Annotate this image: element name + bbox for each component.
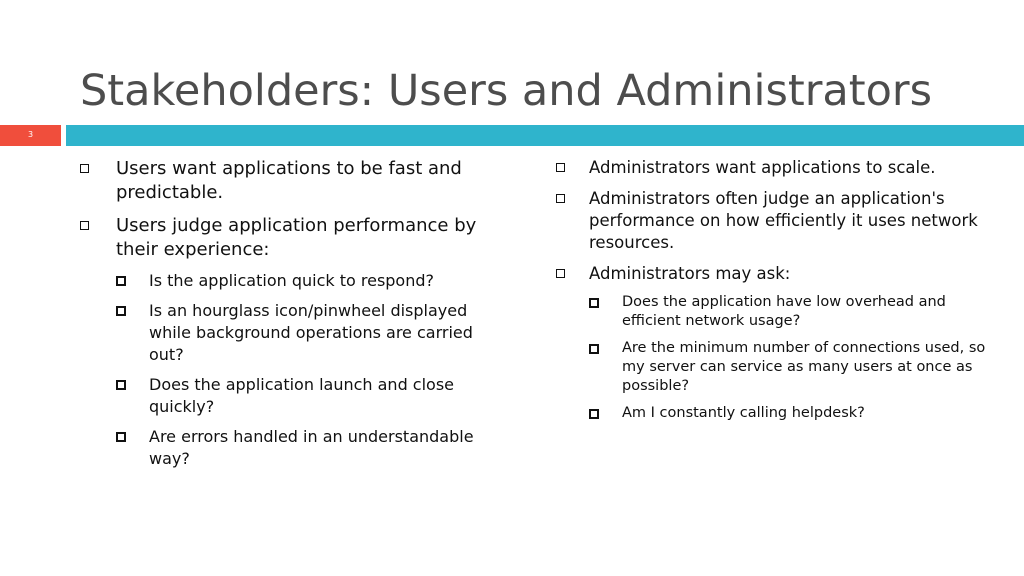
hollow-square-bullet-icon [80,221,89,230]
hollow-square-bullet-icon [556,163,565,172]
square-bullet-icon [589,409,599,419]
left-bullet-list [80,157,510,479]
sub-bullet-text: Are errors handled in an understandable way? [149,427,474,468]
sub-bullet-text: Is the application quick to respond? [149,271,435,290]
sub-list-item [116,300,510,366]
bullet-text: Administrators want applications to scale. [589,158,936,177]
sub-bullet-list [589,293,986,423]
sub-bullet-text: Is an hourglass icon/pinwheel displayed while background operations are carried out? [149,301,473,364]
square-bullet-icon [116,306,126,316]
bullet-text: Administrators may ask: [589,264,791,283]
hollow-square-bullet-icon [80,164,89,173]
square-bullet-icon [589,344,599,354]
sub-bullet-text: Does the application have low overhead and efficient network usage? [622,294,946,329]
square-bullet-icon [116,276,126,286]
sub-bullet-text: Am I constantly calling helpdesk? [622,405,865,421]
square-bullet-icon [116,432,126,442]
sub-list-item [589,404,986,423]
list-item [556,188,986,254]
sub-list-item [116,374,510,418]
sub-bullet-text: Are the minimum number of connections used, so my server can service as many users at once as possible? [622,340,986,394]
square-bullet-icon [589,298,599,308]
list-item [80,214,510,470]
list-item [556,263,986,423]
sub-list-item [589,339,986,396]
sub-bullet-text: Does the application launch and close quickly? [149,375,455,416]
right-bullet-list [556,157,986,432]
bullet-text: Users judge application performance by their experience: [116,215,477,260]
list-item [80,157,510,205]
sub-bullet-list [116,270,510,470]
sub-list-item [116,270,510,292]
bullet-text: Administrators often judge an application's performance on how efficiently it uses network resources. [589,189,978,252]
sub-list-item [116,426,510,470]
slide-number: 3 [28,130,34,139]
hollow-square-bullet-icon [556,269,565,278]
list-item [556,157,986,179]
title-underline-bar [66,125,1024,146]
square-bullet-icon [116,380,126,390]
bullet-text: Users want applications to be fast and predictable. [116,158,462,203]
sub-list-item [589,293,986,331]
hollow-square-bullet-icon [556,194,565,203]
slide-title: Stakeholders: Users and Administrators [80,66,933,116]
